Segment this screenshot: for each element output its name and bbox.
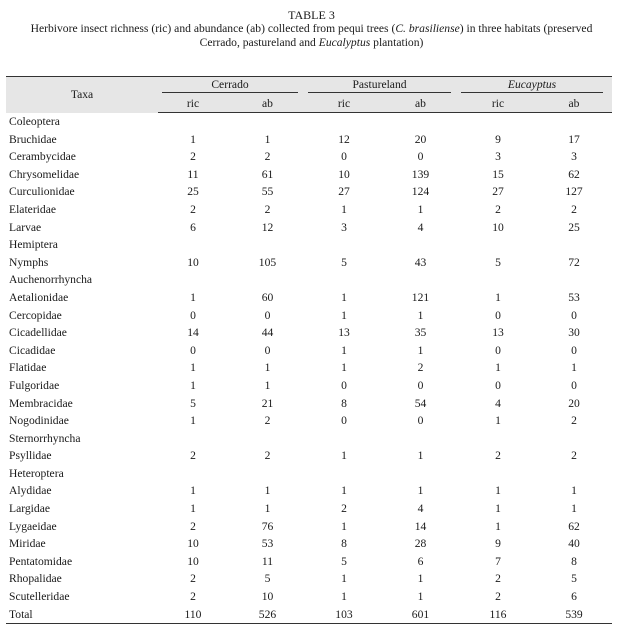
table-row [6,166,612,184]
table-cell: 116 [460,606,536,624]
table-row [6,183,612,201]
table-row [6,377,612,395]
caption-genus-name: Eucalyptus [318,36,371,49]
table-cell: 1 [190,484,196,498]
taxon-name: Aetalionidae [9,290,69,304]
table-title: TABLE 3 [288,8,335,22]
table-cell: 3 [571,150,577,164]
table-row-group [6,271,612,289]
table-cell: 2 [341,502,347,516]
table-header [6,77,612,113]
table-cell: 28 [414,537,427,551]
table-cell: 1 [571,484,577,498]
table-row [6,482,612,500]
taxon-name: Elateridae [9,202,56,216]
table-cell [228,113,307,131]
table-cell: 1 [341,361,347,375]
table-cell: 2 [571,414,577,428]
table-cell: 27 [338,185,350,199]
table-cell: 1 [190,361,196,375]
table-row [6,254,612,272]
taxon-name: Total [6,606,158,624]
taxon-name: Larvae [9,220,42,234]
table-cell: 12 [338,132,350,146]
group-header-eucalyptus: Eucayptus [460,77,612,95]
table-cell [460,236,536,254]
table-cell: 1 [190,414,196,428]
table-cell [381,430,460,448]
table-cell: 10 [187,537,199,551]
table-cell: 2 [264,414,271,428]
table-cell: 0 [190,343,196,357]
table-cell: 1 [341,449,347,463]
table-cell: 1 [495,361,501,375]
table-cell [307,236,381,254]
table-cell: 8 [571,554,577,568]
table-cell: 1 [417,202,424,216]
table-cell: 2 [571,449,577,463]
taxon-name: Membracidae [9,396,73,410]
taxon-name: Coleoptera [9,114,60,128]
table-cell: 6 [571,590,577,604]
table-cell: 21 [261,396,274,410]
taxon-name: Nymphs [9,255,49,269]
table-cell: 53 [568,290,580,304]
taxon-name: Hemiptera [9,238,58,252]
taxon-name: Auchenorrhyncha [9,273,93,287]
table-cell: 1 [341,572,347,586]
table-cell [158,465,228,483]
group-header-cerrado: Cerrado [158,77,307,95]
table-cell: 11 [261,554,274,568]
table-cell [460,465,536,483]
table-cell: 5 [495,255,501,269]
subheader-eucalyptus-ric: ric [460,94,536,113]
table-cell [381,465,460,483]
table-cell [158,113,228,131]
table-cell: 1 [417,484,424,498]
group-header-pastureland: Pastureland [307,77,460,95]
table-cell [307,271,381,289]
taxon-name: Largidae [9,502,50,516]
table-row-group [6,465,612,483]
table-cell: 10 [187,255,199,269]
caption-species-name: C. brasiliense [395,22,460,35]
table-cell: 601 [381,606,460,624]
table-cell: 1 [417,590,424,604]
taxon-name: Curculionidae [9,185,75,199]
table-cell: 62 [568,519,580,533]
table-cell [536,113,612,131]
table-cell: 0 [341,150,347,164]
table-row-group [6,236,612,254]
table-row [6,307,612,325]
table-cell: 14 [187,326,199,340]
table-row [6,148,612,166]
table-cell: 10 [187,554,199,568]
table-row [6,588,612,606]
table-cell [228,271,307,289]
table-cell: 35 [414,326,427,340]
table-cell: 1 [190,132,196,146]
table-cell: 0 [495,343,501,357]
table-caption [0,0,623,50]
table-cell: 2 [190,202,196,216]
table-cell: 1 [495,290,501,304]
table-row [6,500,612,518]
table-cell: 1 [495,484,501,498]
subheader-cerrado-ric: ric [158,94,228,113]
table-cell: 2 [264,150,271,164]
taxon-name: Miridae [9,537,46,551]
table-cell: 0 [571,308,577,322]
table-cell [381,113,460,131]
table-row-group [6,113,612,131]
table-cell [460,271,536,289]
taxon-name: Rhopalidae [9,572,62,586]
data-table [6,76,612,624]
table-row [6,324,612,342]
table-cell: 1 [264,378,271,392]
table-cell: 54 [414,396,427,410]
table-cell: 5 [190,396,196,410]
table-cell: 1 [264,484,271,498]
table-cell: 0 [264,308,271,322]
table-cell: 2 [495,202,501,216]
table-cell: 62 [568,167,580,181]
table-cell: 10 [261,590,274,604]
table-cell: 2 [571,202,577,216]
table-cell: 10 [492,220,504,234]
table-cell: 5 [341,255,347,269]
table-cell: 1 [264,361,271,375]
table-cell [460,430,536,448]
table-cell: 9 [495,537,501,551]
header-row-groups [6,77,612,95]
taxon-name: Bruchidae [9,132,57,146]
table-row-total [6,606,612,624]
table-cell: 0 [571,343,577,357]
table-cell: 3 [341,220,347,234]
caption-line-2-start: Cerrado, pastureland and [199,36,319,49]
table-row [6,289,612,307]
taxon-name: Cicadellidae [9,326,67,340]
table-cell: 7 [495,554,501,568]
taxon-name: Heteroptera [9,466,64,480]
table-cell [307,113,381,131]
table-cell: 0 [495,308,501,322]
table-cell: 20 [568,396,580,410]
subheader-eucalyptus-ab: ab [536,94,612,113]
table-cell: 43 [414,255,427,269]
table-cell: 2 [495,449,501,463]
table-cell: 2 [190,150,196,164]
table-cell: 2 [190,572,196,586]
table-cell [536,271,612,289]
table-cell: 1 [264,132,271,146]
taxon-name: Pentatomidae [9,554,73,568]
table-cell: 10 [338,167,350,181]
table-cell: 127 [565,185,583,199]
table-cell: 0 [341,378,347,392]
table-cell: 13 [338,326,350,340]
table-cell: 0 [495,378,501,392]
taxon-name: Lygaeidae [9,519,57,533]
taxon-name: Scutelleridae [9,590,70,604]
table-cell: 2 [190,590,196,604]
table-cell: 9 [495,132,501,146]
table-cell: 110 [158,606,228,624]
taxon-name: Cercopidae [9,308,62,322]
table-cell [536,430,612,448]
table-row [6,553,612,571]
table-cell: 15 [492,167,504,181]
caption-line-1 [0,22,623,36]
table-cell: 2 [417,361,424,375]
table-cell: 0 [417,414,424,428]
table-cell [228,236,307,254]
table-body [6,113,612,624]
taxon-name: Flatidae [9,361,47,375]
table-cell: 103 [307,606,381,624]
table-cell: 105 [258,255,277,269]
table-cell: 3 [495,150,501,164]
taxon-name: Fulgoridae [9,378,60,392]
caption-line-2-end: plantation) [370,36,424,49]
taxon-name: Sternorrhyncha [9,431,81,445]
subheader-pastureland-ric: ric [307,94,381,113]
table-cell: 5 [571,572,577,586]
table-cell: 1 [417,572,424,586]
table-cell: 4 [417,502,424,516]
table-cell: 1 [417,449,424,463]
table-row-group [6,430,612,448]
table-cell: 1 [495,502,501,516]
table-cell: 1 [341,484,347,498]
taxon-name: Chrysomelidae [9,167,80,181]
table-cell: 1 [341,590,347,604]
taxon-name: Nogodinidae [9,414,69,428]
subheader-cerrado-ab: ab [228,94,307,113]
table-cell: 55 [261,185,274,199]
table-cell: 30 [568,326,580,340]
table-cell: 27 [492,185,504,199]
table-cell: 6 [417,554,424,568]
table-cell: 14 [414,519,427,533]
table-cell: 1 [190,378,196,392]
caption-line-2 [0,36,623,50]
table-cell: 8 [341,537,347,551]
table-cell [536,236,612,254]
table-cell [307,430,381,448]
table-cell: 2 [190,519,196,533]
table-cell: 2 [495,572,501,586]
table-cell: 1 [264,502,271,516]
table-cell: 13 [492,326,504,340]
table-cell [536,465,612,483]
table-cell: 2 [264,202,271,216]
table-row [6,131,612,149]
table-cell: 526 [228,606,307,624]
caption-line-1-end: ) in three habitats (preserved [459,22,593,35]
table-cell: 0 [571,378,577,392]
table-cell: 40 [568,537,580,551]
table-cell: 11 [187,167,199,181]
table-cell: 1 [341,519,347,533]
table-cell [228,465,307,483]
table-cell: 1 [495,414,501,428]
table-cell [158,236,228,254]
table-cell [307,465,381,483]
table-cell: 1 [341,308,347,322]
table-cell: 5 [341,554,347,568]
table-cell: 1 [341,290,347,304]
table-row [6,412,612,430]
table-cell: 0 [190,308,196,322]
taxon-name: Alydidae [9,484,52,498]
taxon-name: Cerambycidae [9,150,76,164]
table-cell: 60 [261,290,274,304]
table-cell: 121 [411,290,430,304]
table-cell: 5 [264,572,271,586]
table-cell: 1 [417,343,424,357]
table-cell: 0 [264,343,271,357]
table-cell: 1 [190,290,196,304]
table-cell: 4 [417,220,424,234]
table-cell: 25 [187,185,199,199]
taxon-name: Cicadidae [9,343,56,357]
table-cell: 8 [341,396,347,410]
table-cell: 4 [495,396,501,410]
table-cell: 0 [417,378,424,392]
taxon-name: Psyllidae [9,449,52,463]
taxa-column-header: Taxa [6,77,158,113]
table-row [6,342,612,360]
table-cell: 0 [341,414,347,428]
table-row [6,219,612,237]
table-cell: 1 [571,361,577,375]
table-cell: 25 [568,220,580,234]
table-cell: 17 [568,132,580,146]
table-cell: 0 [417,150,424,164]
table-cell: 1 [190,502,196,516]
table-row [6,570,612,588]
table-cell [381,236,460,254]
table-cell: 124 [411,185,430,199]
table-cell: 44 [261,326,274,340]
table-cell: 1 [341,343,347,357]
table-row [6,518,612,536]
table-cell: 12 [261,220,274,234]
table-cell: 1 [417,308,424,322]
table-row [6,447,612,465]
table-cell: 6 [190,220,196,234]
table-row [6,535,612,553]
table-cell: 2 [495,590,501,604]
table-cell [381,271,460,289]
subheader-pastureland-ab: ab [381,94,460,113]
table-cell [158,271,228,289]
table-row [6,395,612,413]
table-cell: 1 [571,502,577,516]
table-cell: 53 [261,537,274,551]
table-cell: 2 [190,449,196,463]
table-cell: 61 [261,167,274,181]
table-cell [228,430,307,448]
table-cell [158,430,228,448]
caption-line-1-start: Herbivore insect richness (ric) and abundance (ab) collected from pequi trees ( [30,22,396,35]
table-row [6,359,612,377]
table-cell: 76 [261,519,274,533]
table-cell: 20 [414,132,427,146]
table-cell: 1 [495,519,501,533]
table-row [6,201,612,219]
table-cell: 539 [536,606,612,624]
table-cell: 1 [341,202,347,216]
table-cell: 139 [411,167,430,181]
table-cell [460,113,536,131]
table-cell: 2 [264,449,271,463]
table-cell: 72 [568,255,580,269]
